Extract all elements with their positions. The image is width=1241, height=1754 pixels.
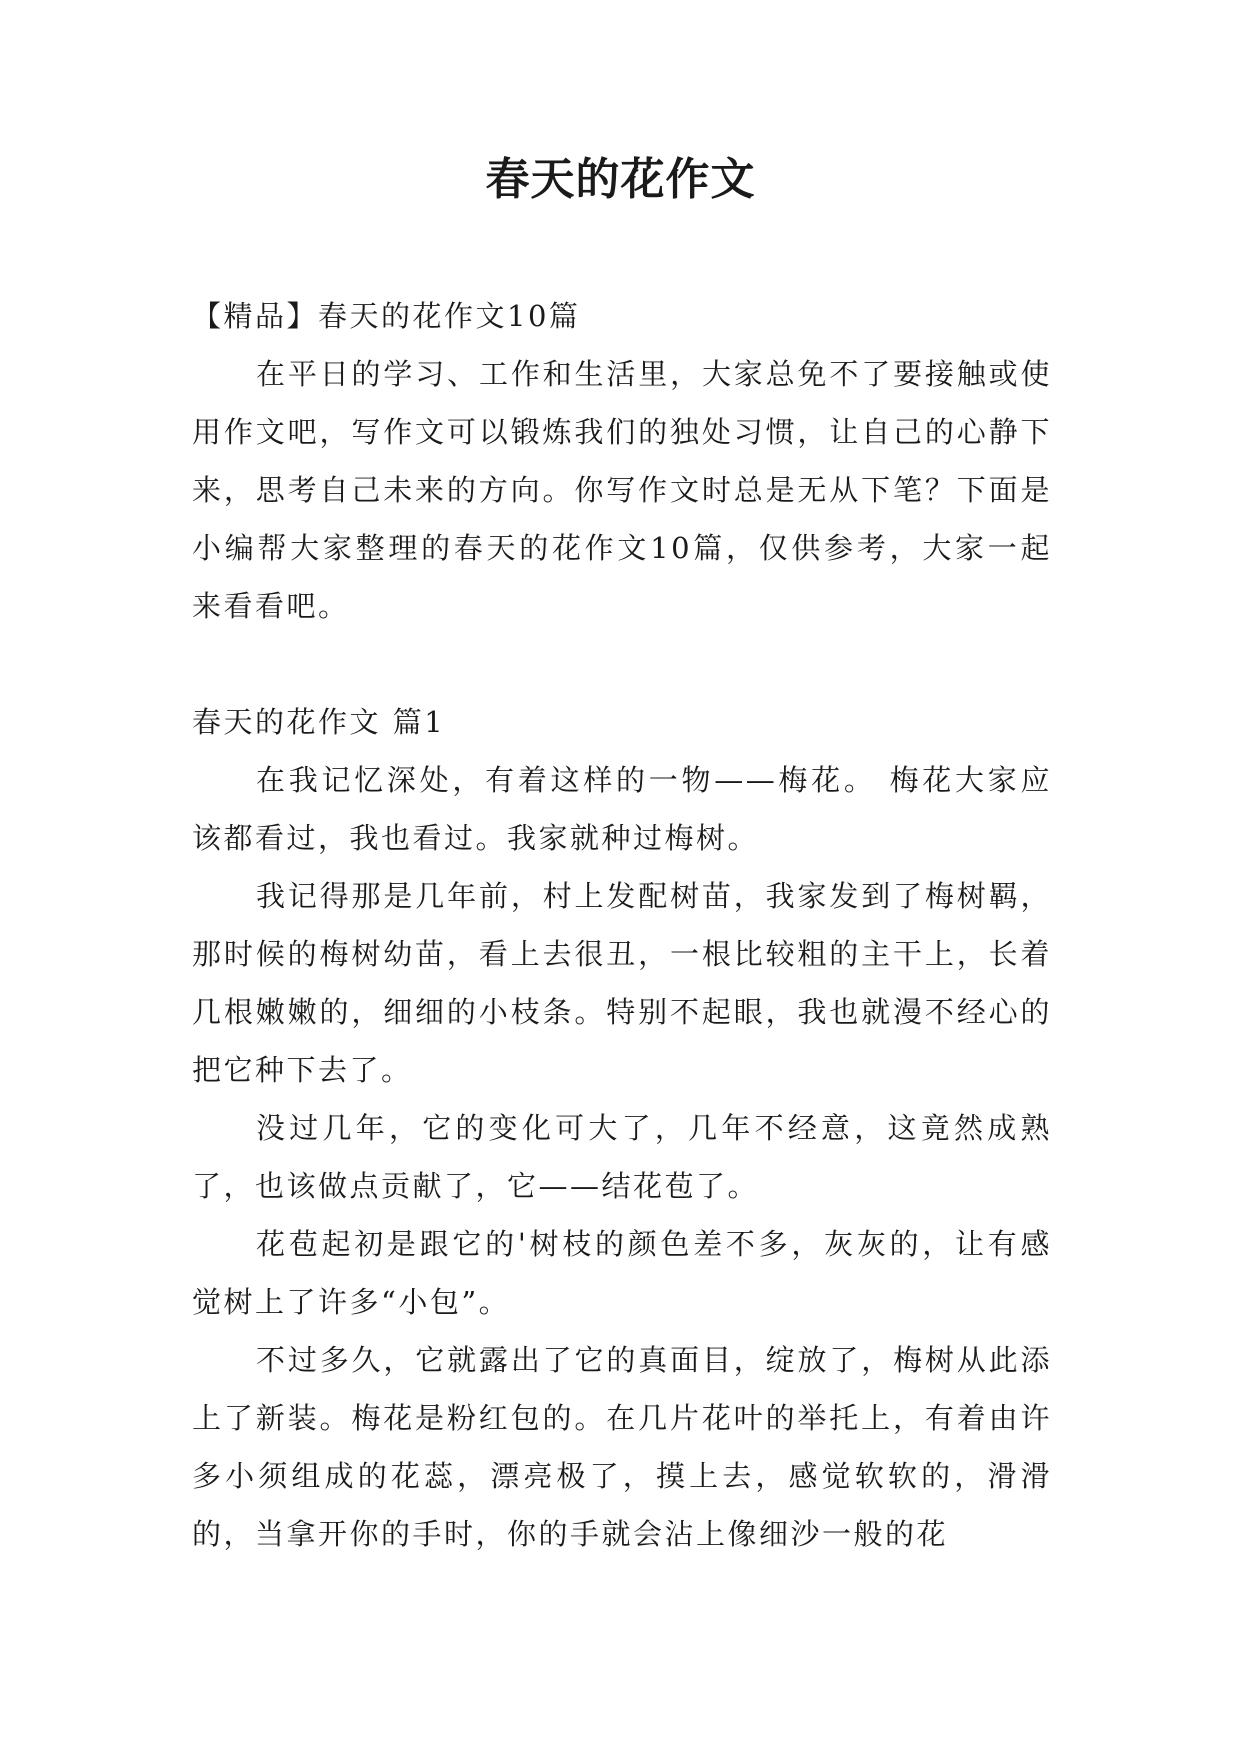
document-subtitle: 【精品】春天的花作文10篇: [192, 299, 581, 333]
document-title: 春天的花作文: [485, 154, 756, 205]
intro-paragraph: 在平日的学习、工作和生活里，大家总免不了要接触或使用作文吧，写作文可以锻炼我们的独处习惯，让自己的心静下来，思考自己未来的方向。你写作文时总是无从下笔？下面是小编帮大家整理的春天的花作文10篇，仅供参考，大家一起来看看吧。: [192, 357, 1052, 623]
body-paragraph: 在我记忆深处，有着这样的一物——梅花。 梅花大家应该都看过，我也看过。我家就种过梅树。: [192, 763, 1052, 855]
body-paragraph: 花苞起初是跟它的'树枝的颜色差不多，灰灰的，让有感觉树上了许多“小包”。: [192, 1227, 1052, 1319]
document-body: [192, 287, 1052, 1563]
section-heading: 春天的花作文 篇1: [192, 705, 446, 739]
body-paragraph: 不过多久，它就露出了它的真面目，绽放了，梅树从此添上了新装。梅花是粉红包的。在几片花叶的举托上，有着由许多小须组成的花蕊，漂亮极了，摸上去，感觉软软的，滑滑的，当拿开你的手时，你的手就会沾上像细沙一般的花: [192, 1343, 1052, 1551]
body-paragraph: 没过几年，它的变化可大了，几年不经意，这竟然成熟了，也该做点贡献了，它——结花苞了。: [192, 1111, 1052, 1203]
body-paragraph: 我记得那是几年前，村上发配树苗，我家发到了梅树羁，那时候的梅树幼苗，看上去很丑，一根比较粗的主干上，长着几根嫩嫩的，细细的小枝条。特别不起眼，我也就漫不经心的把它种下去了。: [192, 879, 1052, 1087]
section-spacer: [192, 635, 1052, 693]
